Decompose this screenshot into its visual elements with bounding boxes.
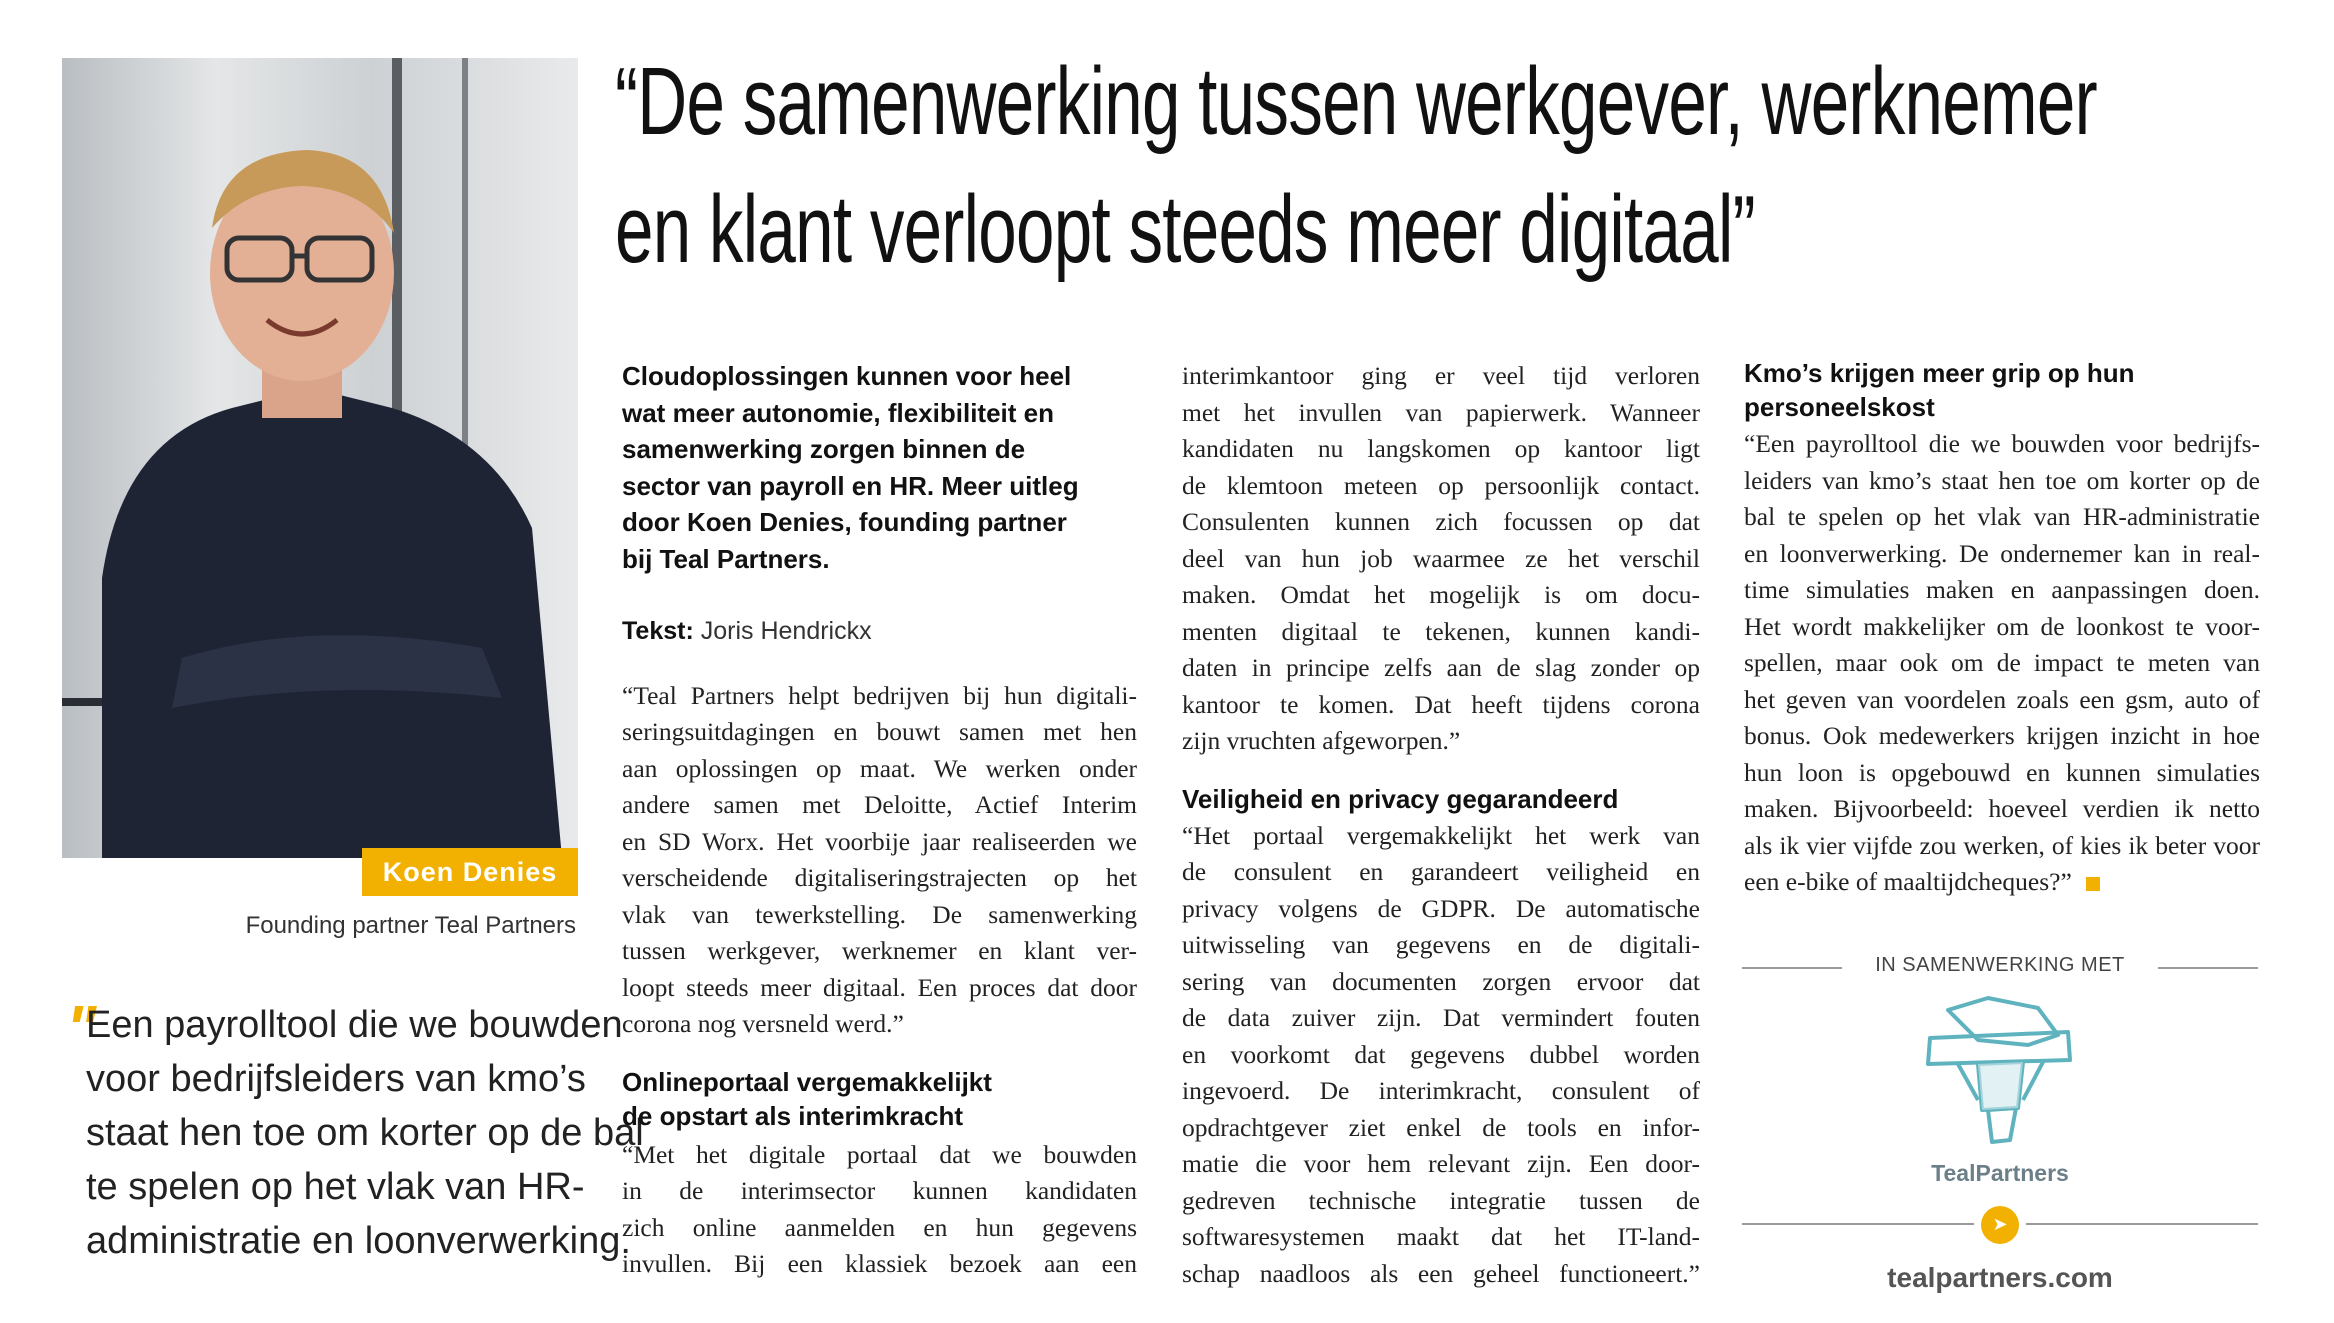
body-line: ingevoerd. De interimkracht, consulent of xyxy=(1182,1076,1700,1105)
end-square-icon xyxy=(2086,877,2100,891)
body-paragraph xyxy=(1182,358,1700,760)
body-line: invullen. Bij een klassiek bezoek aan een xyxy=(622,1249,1137,1278)
body-line: vlak van tewerkstelling. De samenwerking xyxy=(622,899,1137,929)
body-line: corona nog versneld werd.” xyxy=(622,1009,904,1038)
body-line: zich online aanmelden en hun gegevens xyxy=(622,1212,1137,1242)
name-tag: Koen Denies xyxy=(362,848,578,896)
body-line: loopt steeds meer digitaal. Een proces dat door xyxy=(622,972,1137,1002)
headline-line-2: en klant verloopt steeds meer digitaal” xyxy=(615,176,1755,283)
website-link[interactable]: tealpartners.com xyxy=(1887,1262,2113,1293)
body-line: Het wordt makkelijker om de loonkost te voor- xyxy=(1744,611,2260,641)
body-line: gedreven technische integratie tussen de xyxy=(1182,1185,1700,1215)
lead-line: sector van payroll en HR. Meer uitleg xyxy=(622,470,1079,501)
body-line: deel van hun job waarmee ze het verschil xyxy=(1182,543,1700,573)
body-line: maken. Bijvoorbeeld: hoeveel verdien ik netto xyxy=(1744,794,2260,823)
body-line: “Een payrolltool die we bouwden voor bedrijfs- xyxy=(1744,429,2260,458)
body-line: “Met het digitale portaal dat we bouwden xyxy=(622,1139,1137,1169)
body-line: bal te spelen op het vlak van HR-administratie xyxy=(1744,502,2260,531)
divider xyxy=(1742,1223,1974,1225)
pull-quote-line: staat hen toe om korter op de bal xyxy=(86,1112,644,1154)
quote-mark-icon: " xyxy=(66,992,97,1064)
pull-quote-line: voor bedrijfsleiders van kmo’s xyxy=(86,1058,586,1100)
body-line: tussen werkgever, werknemer en klant ver- xyxy=(622,936,1137,965)
body-line: de data zuiver zijn. Dat vermindert fouten xyxy=(1182,1003,1700,1032)
body-line: Consulenten kunnen zich focussen op dat xyxy=(1182,507,1700,536)
coop-label: IN SAMENWERKING MET xyxy=(1875,954,2125,976)
headline xyxy=(615,38,2097,294)
person-illustration xyxy=(62,58,578,858)
photo-caption: Founding partner Teal Partners xyxy=(245,912,576,939)
body-line: “Teal Partners helpt bedrijven bij hun digitali- xyxy=(622,680,1137,710)
body-line: in de interimsector kunnen kandidaten xyxy=(622,1176,1137,1205)
subheading-line: Onlineportaal vergemakkelijkt xyxy=(622,1066,992,1097)
body-line: als ik vier vijfde zou werken, of kies ik beter voor xyxy=(1744,830,2260,860)
body-paragraph xyxy=(622,678,1137,1043)
body-line: zijn vruchten afgeworpen.” xyxy=(1182,726,1461,755)
body-line: leiders van kmo’s staat hen toe om korter op de xyxy=(1744,465,2260,495)
body-line: softwaresystemen maakt dat het IT-land- xyxy=(1182,1222,1700,1251)
body-line: interimkantoor ging er veel tijd verloren xyxy=(1182,361,1700,390)
cursor-icon[interactable]: ➤ xyxy=(1981,1206,2019,1244)
body-line: bonus. Ook medewerkers krijgen inzicht in hoe xyxy=(1744,721,2260,750)
body-line: maken. Omdat het mogelijk is om docu- xyxy=(1182,580,1700,609)
subheading xyxy=(1744,356,2260,424)
byline-author: Joris Hendrickx xyxy=(700,617,872,645)
body-line: met het invullen van papierwerk. Wanneer xyxy=(1182,397,1700,427)
column-3 xyxy=(1744,356,2260,901)
body-line: opdrachtgever ziet enkel de tools en infor- xyxy=(1182,1112,1700,1142)
body-line: aan oplossingen op maat. We werken onder xyxy=(622,753,1137,783)
lead-line: wat meer autonomie, flexibiliteit en xyxy=(622,397,1054,428)
body-line: schap naadloos als een geheel functioneert.” xyxy=(1182,1258,1700,1288)
body-line: daten in principe zelfs aan de slag zonder op xyxy=(1182,653,1700,682)
body-line: spellen, maar ook om de impact te meten van xyxy=(1744,648,2260,677)
lead-line: Cloudoplossingen kunnen voor heel xyxy=(622,361,1072,391)
headline-line-1: “De samenwerking tussen werkgever, werknemer xyxy=(615,48,2097,155)
body-paragraph xyxy=(1182,818,1700,1293)
body-line: de klemtoon meteen op persoonlijk contact. xyxy=(1182,470,1700,500)
body-line: time simulaties maken en aanpassingen doen. xyxy=(1744,575,2260,604)
subheading xyxy=(1182,782,1700,816)
lead-line: bij Teal Partners. xyxy=(622,543,830,574)
pull-quote xyxy=(86,998,644,1268)
pull-quote-line: administratie en loonverwerking. xyxy=(86,1220,631,1262)
body-line: menten digitaal te tekenen, kunnen kandi- xyxy=(1182,616,1700,646)
body-line: matie die voor hem relevant zijn. Een door- xyxy=(1182,1149,1700,1178)
body-line: sering van documenten zorgen ervoor dat xyxy=(1182,966,1700,996)
lead-line: door Koen Denies, founding partner xyxy=(622,507,1067,537)
body-line: het geven van voordelen zoals een gsm, auto of xyxy=(1744,684,2260,714)
subheading-line: de opstart als interimkracht xyxy=(622,1100,963,1131)
subheading-line: Kmo’s krijgen meer grip op hun xyxy=(1744,358,2135,388)
body-line: en loonverwerking. De ondernemer kan in real- xyxy=(1744,538,2260,568)
subheading xyxy=(622,1065,1137,1133)
byline xyxy=(622,613,1137,650)
lead-line: samenwerking zorgen binnen de xyxy=(622,434,1026,464)
body-line: verscheidende digitaliseringstrajecten op het xyxy=(622,863,1137,892)
pull-quote-line: te spelen op het vlak van HR- xyxy=(86,1166,585,1208)
teal-partners-logo xyxy=(1918,990,2080,1152)
body-line: en voorkomt dat gegevens dubbel worden xyxy=(1182,1039,1700,1069)
byline-label: Tekst: xyxy=(622,617,694,645)
subheading-line: Veiligheid en privacy gegarandeerd xyxy=(1182,783,1619,814)
body-line: andere samen met Deloitte, Actief Interim xyxy=(622,790,1137,819)
pull-quote-line: Een payrolltool die we bouwden xyxy=(86,1004,623,1046)
body-line: de consulent en garandeert veiligheid en xyxy=(1182,857,1700,886)
lead-paragraph xyxy=(622,358,1137,577)
body-paragraph xyxy=(622,1137,1137,1283)
body-line: privacy volgens de GDPR. De automatische xyxy=(1182,893,1700,923)
brand-name: TealPartners xyxy=(1931,1160,2069,1186)
body-line: uitwisseling van gegevens en de digitali- xyxy=(1182,930,1700,959)
body-paragraph xyxy=(1744,426,2260,901)
divider xyxy=(2026,1223,2258,1225)
body-line: en SD Worx. Het voorbije jaar realiseerden we xyxy=(622,826,1137,856)
body-line: hun loon is opgebouwd en kunnen simulaties xyxy=(1744,757,2260,787)
column-1 xyxy=(622,358,1137,1283)
body-line: “Het portaal vergemakkelijkt het werk van xyxy=(1182,820,1700,850)
subheading-line: personeelskost xyxy=(1744,392,1935,422)
body-line: seringsuitdagingen en bouwt samen met hen xyxy=(622,717,1137,746)
portrait-photo xyxy=(62,58,578,858)
body-line: kantoor te komen. Dat heeft tijdens corona xyxy=(1182,689,1700,719)
body-line-text: een e-bike of maaltijdcheques?” xyxy=(1744,867,2072,896)
body-line xyxy=(1744,864,2260,901)
body-line: kandidaten nu langskomen op kantoor ligt xyxy=(1182,434,1700,463)
column-2 xyxy=(1182,358,1700,1292)
